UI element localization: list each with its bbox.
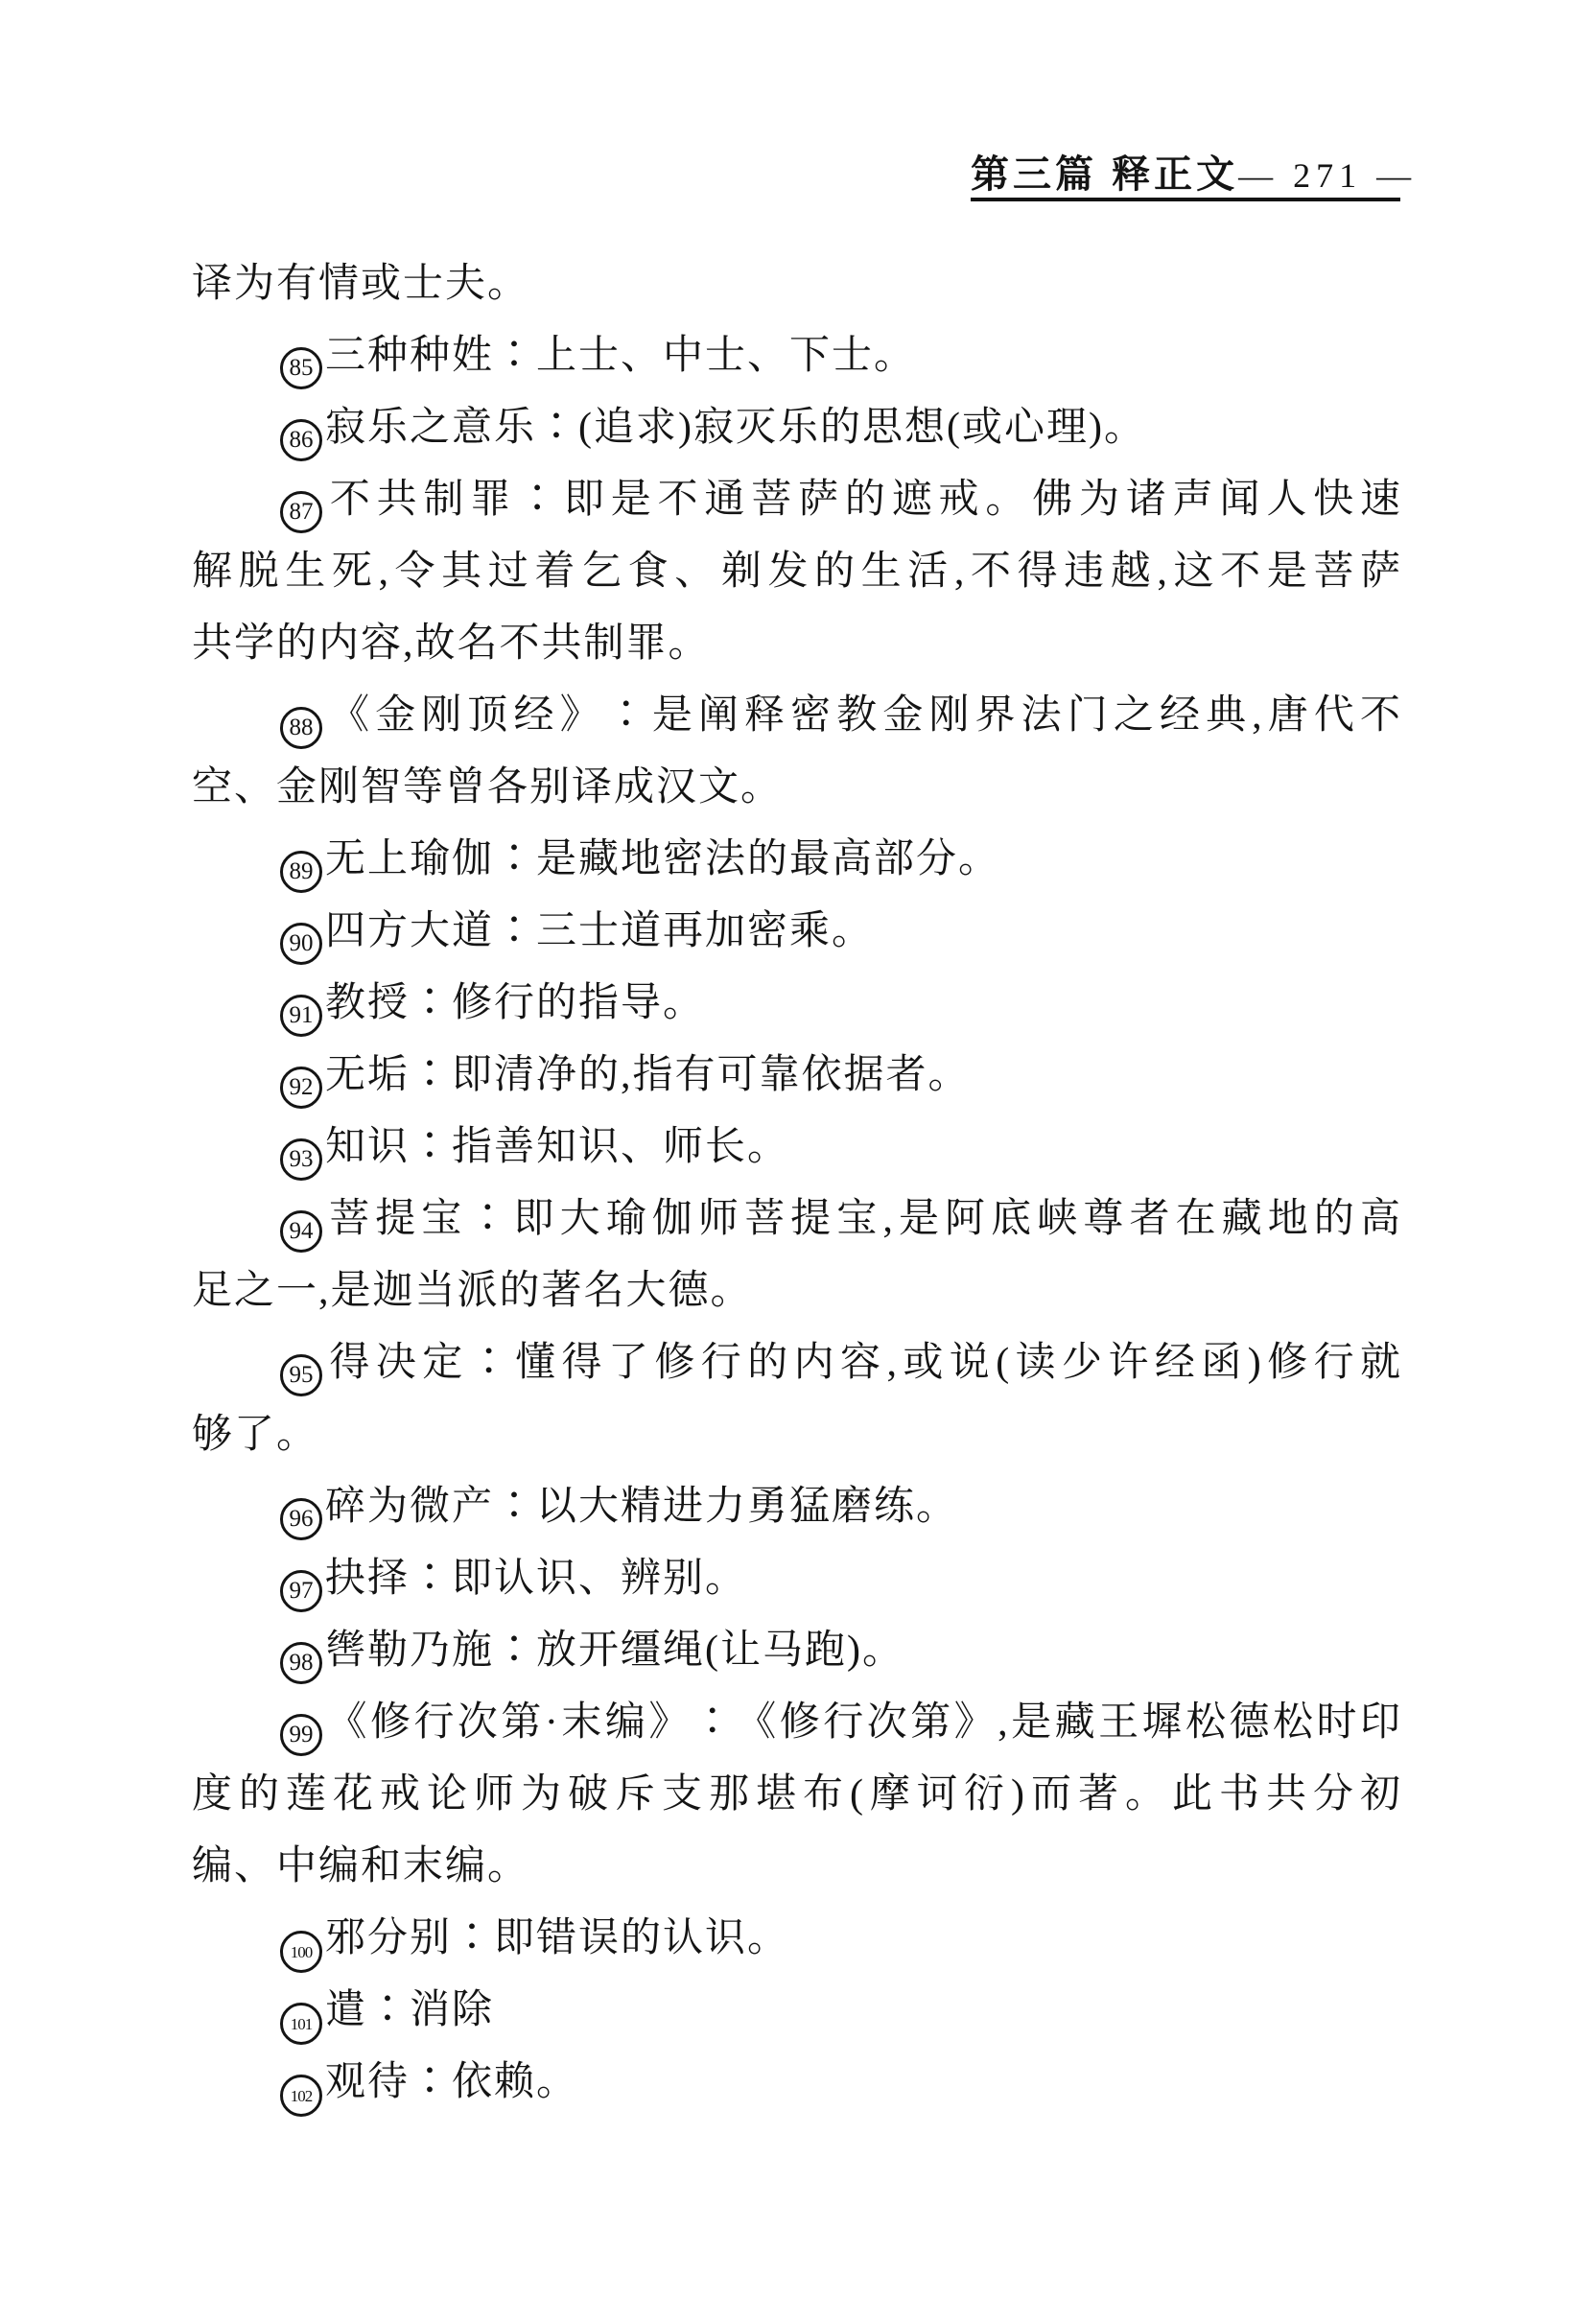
- text-line: [192, 1112, 1402, 1184]
- line-text: 寂乐之意乐∶(追求)寂灭乐的思想(或心理)。: [325, 406, 1146, 450]
- circled-number: 94: [280, 1210, 322, 1253]
- line-text: 观待∶依赖。: [325, 2060, 579, 2104]
- text-line: [192, 1255, 1402, 1327]
- line-text: 碎为微产∶以大精进力勇猛磨练。: [325, 1485, 959, 1529]
- line-text: 菩提宝∶即大瑜伽师菩提宝,是阿底峡尊者在藏地的高: [325, 1197, 1402, 1241]
- line-text: 共学的内容,故名不共制罪。: [192, 621, 711, 666]
- text-line: [192, 392, 1402, 464]
- circled-number: 87: [280, 491, 322, 533]
- text-line: [192, 824, 1402, 896]
- line-text: 抉择∶即认识、辨别。: [325, 1557, 748, 1601]
- text-line: [192, 464, 1402, 536]
- line-text: 够了。: [192, 1413, 319, 1457]
- circled-number: 100: [280, 1931, 322, 1973]
- text-line: [192, 1759, 1402, 1831]
- header-rule: [971, 198, 1400, 201]
- line-text: 编、中编和末编。: [192, 1844, 530, 1888]
- text-line: [192, 1471, 1402, 1543]
- line-text: 足之一,是迦当派的著名大德。: [192, 1269, 753, 1313]
- text-line: [192, 320, 1402, 392]
- text-line: [192, 752, 1402, 824]
- text-line: [192, 608, 1402, 680]
- text-line: [192, 680, 1402, 752]
- section-title: 第三篇 释正文: [971, 153, 1239, 196]
- line-text: 三种种姓∶上士、中士、下士。: [325, 334, 917, 378]
- circled-number: 102: [280, 2075, 322, 2117]
- circled-number: 93: [280, 1138, 322, 1181]
- text-line: [192, 1040, 1402, 1112]
- line-text: 得决定∶懂得了修行的内容,或说(读少许经函)修行就: [325, 1341, 1402, 1385]
- line-text: 邪分别∶即错误的认识。: [325, 1916, 790, 1960]
- circled-number: 91: [280, 995, 322, 1037]
- line-text: 教授∶修行的指导。: [325, 981, 706, 1025]
- line-text: 知识∶指善知识、师长。: [325, 1125, 790, 1169]
- circled-number: 90: [280, 923, 322, 965]
- line-text: 遣∶消除: [325, 1988, 495, 2032]
- text-line: [192, 896, 1402, 968]
- running-header: [971, 144, 1418, 199]
- line-text: 不共制罪∶即是不通菩萨的遮戒。佛为诸声闻人快速: [325, 478, 1402, 522]
- circled-number: 89: [280, 851, 322, 893]
- line-text: 译为有情或士夫。: [192, 262, 530, 306]
- circled-number: 86: [280, 419, 322, 461]
- text-line: [192, 1687, 1402, 1759]
- text-line: [192, 1831, 1402, 1903]
- text-line: [192, 1903, 1402, 1975]
- circled-number: 92: [280, 1067, 322, 1109]
- body-text: [192, 248, 1402, 2119]
- text-line: [192, 1975, 1402, 2047]
- page-number: — 271 —: [1238, 156, 1418, 195]
- circled-number: 99: [280, 1714, 322, 1756]
- circled-number: 95: [280, 1354, 322, 1396]
- text-line: [192, 1615, 1402, 1687]
- circled-number: 88: [280, 707, 322, 749]
- circled-number: 98: [280, 1642, 322, 1684]
- circled-number: 97: [280, 1570, 322, 1612]
- line-text: 度的莲花戒论师为破斥支那堪布(摩诃衍)而著。此书共分初: [192, 1772, 1402, 1817]
- circled-number: 96: [280, 1498, 322, 1540]
- circled-number: 85: [280, 347, 322, 389]
- text-line: [192, 1184, 1402, 1255]
- text-line: [192, 1399, 1402, 1471]
- text-line: [192, 1543, 1402, 1615]
- line-text: 《金刚顶经》∶是阐释密教金刚界法门之经典,唐代不: [325, 693, 1402, 738]
- text-line: [192, 248, 1402, 320]
- circled-number: 101: [280, 2003, 322, 2045]
- line-text: 无上瑜伽∶是藏地密法的最高部分。: [325, 837, 1001, 881]
- line-text: 《修行次第·末编》∶《修行次第》,是藏王墀松德松时印: [325, 1700, 1402, 1745]
- line-text: 四方大道∶三士道再加密乘。: [325, 909, 875, 953]
- line-text: 解脱生死,令其过着乞食、剃发的生活,不得违越,这不是菩萨: [192, 550, 1402, 594]
- line-text: 空、金刚智等曾各别译成汉文。: [192, 765, 784, 809]
- text-line: [192, 968, 1402, 1040]
- text-line: [192, 536, 1402, 608]
- text-line: [192, 2047, 1402, 2119]
- line-text: 辔勒乃施∶放开缰绳(让马跑)。: [325, 1629, 904, 1673]
- line-text: 无垢∶即清净的,指有可靠依据者。: [325, 1053, 971, 1097]
- text-line: [192, 1327, 1402, 1399]
